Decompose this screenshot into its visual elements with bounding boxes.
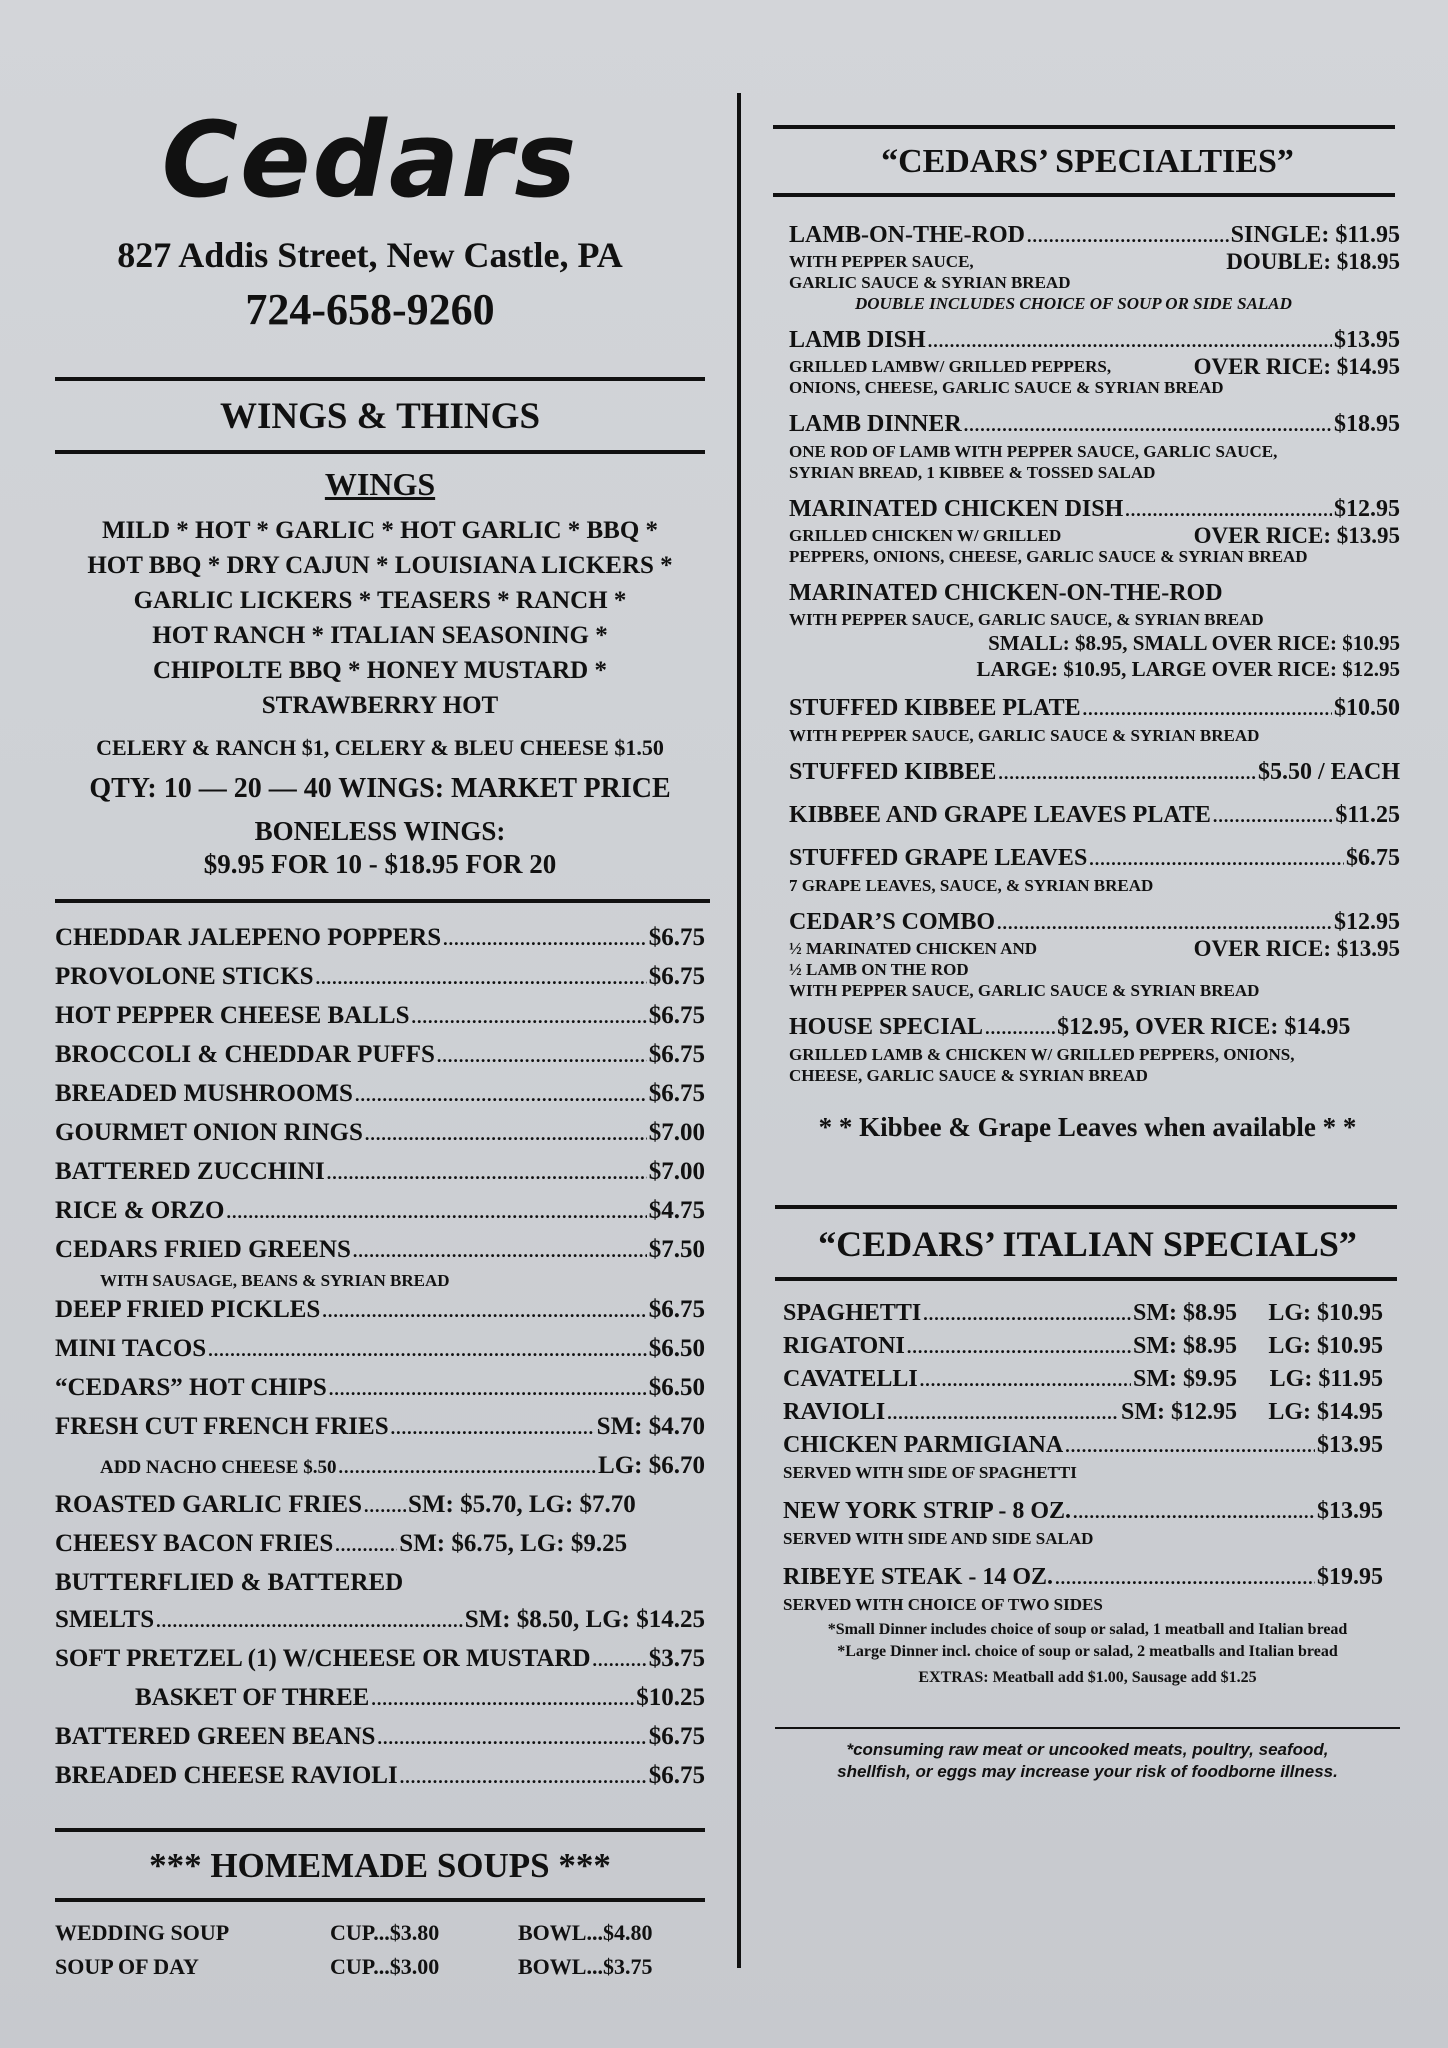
menu-item: PROVOLONE STICKS ..... $6.75	[55, 958, 705, 997]
specialty-item: MARINATED CHICKEN DISH ..... $12.95 GRILLED CHICKEN W/ GRILLED OVER RICE: $13.95 PEPPERS, ONIONS, CHEESE, GARLIC SAUCE & SYRIAN BREAD	[775, 493, 1400, 567]
appetizer-list	[55, 919, 705, 1796]
specialty-item: LAMB-ON-THE-ROD ..... SINGLE: $11.95 WITH PEPPER SAUCE, DOUBLE: $18.95 GARLIC SAUCE & SYRIAN BREAD DOUBLE INCLUDES CHOICE OF SOUP OR SIDE SALAD	[775, 219, 1400, 314]
italian-specials-title: “CEDARS’ ITALIAN SPECIALS”	[818, 1224, 1357, 1264]
disclaimer-line: shellfish, or eggs may increase your risk of foodborne illness.	[837, 1762, 1338, 1781]
menu-item: FRESH CUT FRENCH FRIES ..... SM: $4.70	[55, 1408, 705, 1447]
specialty-item: STUFFED KIBBEE ..... $5.50 / EACH	[775, 756, 1400, 789]
menu-item: ADD NACHO CHEESE $.50 ..... LG: $6.70	[55, 1447, 705, 1486]
menu-item: BROCCOLI & CHEDDAR PUFFS ..... $6.75	[55, 1036, 705, 1075]
boneless-prices: $9.95 FOR 10 - $18.95 FOR 20	[203, 849, 557, 879]
menu-item: HOT PEPPER CHEESE BALLS ..... $6.75	[55, 997, 705, 1036]
menu-item: RIGATONI ..... SM: $8.95 LG: $10.95	[783, 1330, 1383, 1363]
italian-list	[775, 1297, 1400, 1689]
flavor-line: GARLIC LICKERS * TEASERS * RANCH *	[133, 587, 627, 614]
restaurant-phone: 724-658-9260	[245, 285, 495, 334]
menu-item: ROASTED GARLIC FRIES ..... SM: $5.70, LG: $7.70	[55, 1486, 705, 1525]
restaurant-address: 827 Addis Street, New Castle, PA	[117, 235, 623, 275]
menu-item: SMELTS ..... SM: $8.50, LG: $14.25	[55, 1601, 705, 1640]
small-dinner-note: *Small Dinner includes choice of soup or salad, 1 meatball and Italian bread	[827, 1621, 1348, 1638]
foodborne-disclaimer	[775, 1739, 1400, 1783]
flavor-line: HOT RANCH * ITALIAN SEASONING *	[152, 622, 608, 649]
flavor-line: CHIPOLTE BBQ * HONEY MUSTARD *	[152, 657, 607, 684]
menu-item: CHEESY BACON FRIES ..... SM: $6.75, LG: $9.25	[55, 1525, 705, 1564]
menu-item: BATTERED GREEN BEANS ..... $6.75	[55, 1718, 705, 1757]
menu-item: CEDARS FRIED GREENS ..... $7.50	[55, 1231, 705, 1270]
menu-item: RIBEYE STEAK - 14 OZ. ..... $19.95	[783, 1561, 1383, 1594]
specialty-item: LAMB DINNER ..... $18.95 ONE ROD OF LAMB WITH PEPPER SAUCE, GARLIC SAUCE, SYRIAN BREAD, 1 KIBBEE & TOSSED SALAD	[775, 408, 1400, 483]
menu-item: SOFT PRETZEL (1) W/CHEESE OR MUSTARD ..... $3.75	[55, 1640, 705, 1679]
rule	[55, 450, 705, 454]
restaurant-logo: Cedars	[161, 99, 579, 221]
boneless-title: BONELESS WINGS:	[254, 816, 506, 846]
menu-item: NEW YORK STRIP - 8 OZ. ..... $13.95	[783, 1495, 1383, 1528]
flavor-line: HOT BBQ * DRY CAJUN * LOUISIANA LICKERS *	[87, 552, 673, 579]
menu-item: RICE & ORZO ..... $4.75	[55, 1192, 705, 1231]
specialty-item: CEDAR’S COMBO ..... $12.95 ½ MARINATED CHICKEN AND OVER RICE: $13.95 ½ LAMB ON THE ROD WITH PEPPER SAUCE, GARLIC SAUCE & SYRIAN BREAD	[775, 906, 1400, 1001]
specialty-item: MARINATED CHICKEN-ON-THE-ROD WITH PEPPER SAUCE, GARLIC SAUCE, & SYRIAN BREAD SMALL: $8.95, SMALL OVER RICE: $10.95 LARGE: $10.95, LARGE OVER RICE: $12.95	[789, 580, 1400, 681]
menu-item: CHEDDAR JALEPENO POPPERS ..... $6.75	[55, 919, 705, 958]
wing-flavors	[55, 513, 705, 723]
disclaimer-line: *consuming raw meat or uncooked meats, poultry, seafood,	[846, 1740, 1329, 1759]
specialty-item: KIBBEE AND GRAPE LEAVES PLATE ..... $11.25	[775, 799, 1400, 832]
flavor-line: MILD * HOT * GARLIC * HOT GARLIC * BBQ *	[101, 517, 659, 544]
boneless-wings	[55, 815, 705, 881]
specialty-item: LAMB DISH ..... $13.95 GRILLED LAMBW/ GRILLED PEPPERS, OVER RICE: $14.95 ONIONS, CHEESE, GARLIC SAUCE & SYRIAN BREAD	[775, 324, 1400, 398]
availability-note: * * Kibbee & Grape Leaves when available * *	[818, 1112, 1357, 1142]
wing-quantity: QTY: 10 — 20 — 40 WINGS: MARKET PRICE	[89, 773, 671, 804]
menu-item: BATTERED ZUCCHINI ..... $7.00	[55, 1153, 705, 1192]
item-note: SERVED WITH SIDE OF SPAGHETTI	[783, 1463, 1077, 1482]
flavor-line: STRAWBERRY HOT	[261, 692, 499, 719]
rule	[775, 1277, 1397, 1281]
soup-list	[55, 1916, 705, 1984]
menu-item: GOURMET ONION RINGS ..... $7.00	[55, 1114, 705, 1153]
menu-item: BREADED CHEESE RAVIOLI ..... $6.75	[55, 1757, 705, 1796]
right-column	[775, 125, 1400, 1783]
rule	[773, 193, 1395, 197]
menu-item: SPAGHETTI ..... SM: $8.95 LG: $10.95	[783, 1297, 1383, 1330]
menu-item: DEEP FRIED PICKLES ..... $6.75	[55, 1291, 705, 1330]
menu-item: CAVATELLI ..... SM: $9.95 LG: $11.95	[783, 1363, 1383, 1396]
wings-things-title: WINGS & THINGS	[219, 396, 541, 437]
wings-subtitle: WINGS	[324, 466, 436, 502]
item-note: WITH SAUSAGE, BEANS & SYRIAN BREAD	[100, 1271, 450, 1290]
rule	[55, 899, 710, 903]
soup-row: SOUP OF DAY CUP...$3.00 BOWL...$3.75	[55, 1954, 653, 1979]
item-note: SERVED WITH SIDE AND SIDE SALAD	[783, 1529, 1094, 1548]
extras-note: EXTRAS: Meatball add $1.00, Sausage add $1.25	[918, 1669, 1257, 1686]
rule	[775, 1727, 1400, 1729]
menu-item: CHICKEN PARMIGIANA ..... $13.95	[783, 1429, 1383, 1462]
large-dinner-note: *Large Dinner incl. choice of soup or salad, 2 meatballs and Italian bread	[837, 1643, 1338, 1660]
menu-item: BREADED MUSHROOMS ..... $6.75	[55, 1075, 705, 1114]
column-divider	[737, 93, 741, 1968]
specialties-title: “CEDARS’ SPECIALTIES”	[881, 143, 1294, 180]
menu-item: “CEDARS” HOT CHIPS ..... $6.50	[55, 1369, 705, 1408]
menu-item-heading: BUTTERFLIED & BATTERED	[55, 1569, 404, 1596]
soups-title: *** HOMEMADE SOUPS ***	[149, 1846, 611, 1885]
specialty-item: STUFFED KIBBEE PLATE ..... $10.50 WITH PEPPER SAUCE, GARLIC SAUCE & SYRIAN BREAD	[775, 692, 1400, 746]
menu-item: BASKET OF THREE ..... $10.25	[55, 1679, 705, 1718]
rule	[55, 1898, 705, 1902]
left-column	[55, 100, 705, 1984]
specialty-item: HOUSE SPECIAL ..... $12.95, OVER RICE: $14.95 GRILLED LAMB & CHICKEN W/ GRILLED PEPPERS, ONIONS, CHEESE, GARLIC SAUCE & SYRIAN BREAD	[775, 1011, 1400, 1086]
menu-item: MINI TACOS ..... $6.50	[55, 1330, 705, 1369]
menu-item: RAVIOLI ..... SM: $12.95 LG: $14.95	[783, 1396, 1383, 1429]
specialty-item: STUFFED GRAPE LEAVES ..... $6.75 7 GRAPE LEAVES, SAUCE, & SYRIAN BREAD	[775, 842, 1400, 896]
soup-row: WEDDING SOUP CUP...$3.80 BOWL...$4.80	[55, 1920, 653, 1945]
celery-prices: CELERY & RANCH $1, CELERY & BLEU CHEESE $1.50	[96, 735, 664, 760]
item-note: SERVED WITH CHOICE OF TWO SIDES	[783, 1595, 1103, 1614]
